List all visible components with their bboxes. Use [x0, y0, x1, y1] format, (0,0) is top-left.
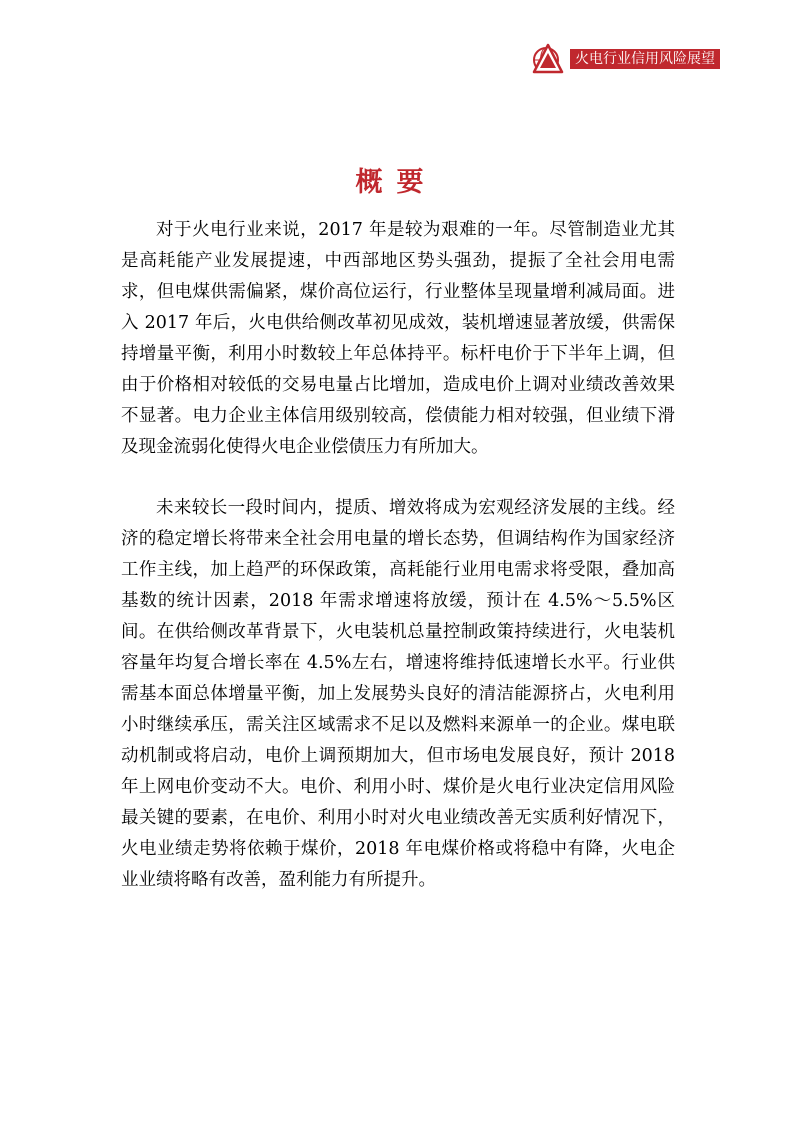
page-header: [530, 42, 720, 76]
summary-paragraph: 对于火电行业来说，2017 年是较为艰难的一年。尽管制造业尤其是高耗能产业发展提速，中西部地区势头强劲，提振了全社会用电需求，但电煤供需偏紧，煤价高位运行，行业整体呈现量增利减局面。进入 2017 年后，火电供给侧改革初见成效，装机增速显著放缓，供需保持增量平衡，利用小时数较上年总体持平。标杆电价于下半年上调，但由于价格相对较低的交易电量占比增加，造成电价上调对业绩改善效果不显著。电力企业主体信用级别较高，偿债能力相对较强，但业绩下滑及现金流弱化使得火电企业偿债压力有所加大。: [121, 220, 675, 457]
summary-paragraph: 未来较长一段时间内，提质、增效将成为宏观经济发展的主线。经济的稳定增长将带来全社会用电量的增长态势，但调结构作为国家经济工作主线，加上趋严的环保政策，高耗能行业用电需求将受限，叠加高基数的统计因素，2018 年需求增速将放缓，预计在 4.5%～5.5%区间。在供给侧改革背景下，火电装机总量控制政策持续进行，火电装机容量年均复合增长率在 4.5%左右，增速将维持低速增长水平。行业供需基本面总体增量平衡，加上发展势头良好的清洁能源挤占，火电利用小时继续承压，需关注区域需求不足以及燃料来源单一的企业。煤电联动机制或将启动，电价上调预期加大，但市场电发展良好，预计 2018 年上网电价变动不大。电价、利用小时、煤价是火电行业决定信用风险最关键的要素，在电价、利用小时对火电业绩改善无实质利好情况下，火电业绩走势将依赖于煤价，2018 年电煤价格或将稳中有降，火电企业业绩将略有改善，盈利能力有所提升。: [121, 498, 675, 890]
report-series-title: 火电行业信用风险展望: [570, 49, 720, 69]
rating-agency-logo-icon: [530, 43, 566, 75]
section-title: 概要: [355, 167, 438, 198]
summary-body: [121, 215, 675, 896]
